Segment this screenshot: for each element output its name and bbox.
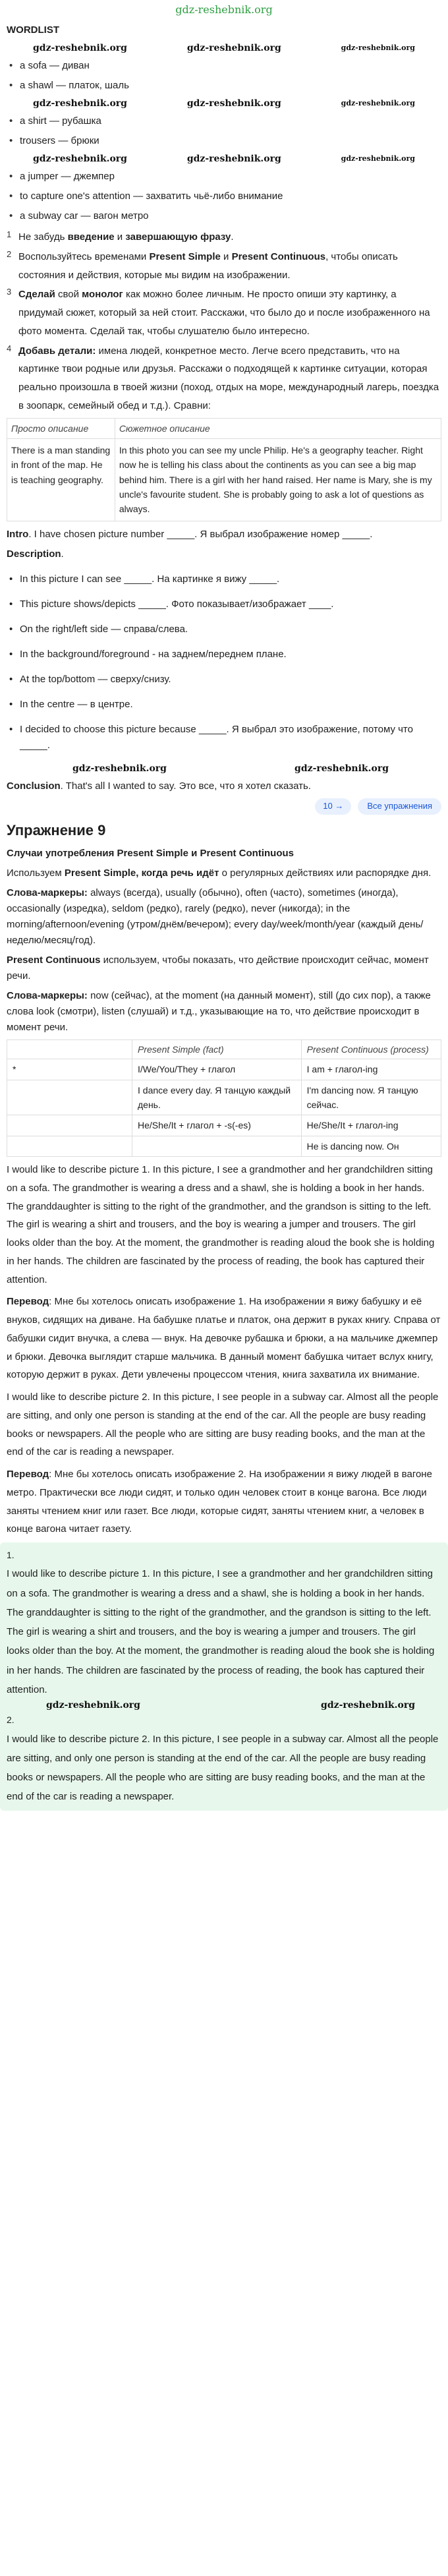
wordlist	[7, 58, 441, 94]
table-cell: I dance every day. Я танцую каждый день.	[132, 1080, 302, 1115]
present-simple-paragraph: Используем Present Simple, когда речь идёт о регулярных действиях или распорядке дня.	[7, 867, 432, 879]
list-item: • a jumper — джемпер	[7, 169, 441, 185]
table-cell	[7, 1136, 132, 1156]
wordlist	[7, 113, 441, 149]
table-cell: He is dancing now. Он	[301, 1136, 441, 1156]
watermark-row	[7, 1699, 441, 1711]
list-item: • In the centre — в центре.	[7, 697, 441, 713]
compare-table	[7, 418, 441, 521]
table-header: Present Continuous (process)	[301, 1039, 441, 1059]
watermark-row	[7, 763, 441, 775]
list-item: • In this picture I can see _____. На картинке я вижу _____.	[7, 571, 441, 587]
list-item: • a shirt — рубашка	[7, 113, 441, 129]
table-header	[7, 1039, 132, 1059]
text-1-english: I would like to describe picture 1. In this picture, I see a grandmother and her grandchildren sitting on a sofa. The grandmother is wearing a dress and a shawl, she is holding a book in her hands. The granddaughter is sitting to the right of the grandmother, and the grandson is sitting to the left. The girl is wearing a shirt and trousers, and the boy is wearing a jumper and trousers. The girl looks older than the boy. At the moment, the grandmother is reading aloud the book she is holding in her hands. The children are fascinated by the process of reading, the book has captured their attention.	[7, 1164, 435, 1285]
list-item: • This picture shows/depicts _____. Фото показывает/изображает ____.	[7, 597, 441, 612]
text-1-translation: Перевод: Мне бы хотелось описать изображение 1. На изображении я вижу бабушку и её внуков, сидящих на диване. На бабушке платье и платок, она держит в руках книгу. Справа от бабушки сидит внучка, а слева — внук. На девочке рубашка и брюки, а на мальчике джемпер и брюки. Девочка выглядит старше мальчика. В данный момент бабушка читает вслух книгу, которую держит в руках. Дети увлечены процессом чтения, книга захватила их внимание.	[7, 1296, 441, 1381]
task-item: 1 Не забудь введение и завершающую фразу.	[7, 229, 234, 243]
table-header: Просто описание	[7, 418, 115, 438]
task-number: 4	[7, 343, 12, 353]
watermark: gdz-reshebnik.org	[33, 42, 127, 53]
table-cell: *	[7, 1059, 132, 1080]
wordlist-title: WORDLIST	[7, 24, 59, 36]
intro-paragraph: Intro. I have chosen picture number _____. Я выбрал изображение номер _____.	[7, 528, 373, 540]
watermark: gdz-reshebnik.org	[33, 98, 127, 109]
watermark: gdz-reshebnik.org	[72, 763, 167, 774]
grammar-table	[7, 1039, 441, 1157]
table-cell: I am + глагол-ing	[301, 1059, 441, 1080]
watermark-row	[7, 42, 441, 54]
present-continuous-paragraph: Present Continuous используем, чтобы показать, что действие происходит сейчас, момент речи.	[7, 954, 429, 981]
description-list	[7, 571, 441, 753]
table-cell: I/We/You/They + глагол	[132, 1059, 302, 1080]
site-header	[7, 0, 441, 20]
watermark: gdz-reshebnik.org	[33, 153, 127, 164]
description-heading: Description.	[7, 548, 64, 560]
watermark: gdz-reshebnik.org	[186, 98, 281, 109]
exercise-nav	[7, 798, 441, 815]
table-cell: There is a man standing in front of the map. He is teaching geography.	[7, 438, 115, 521]
list-item: • At the top/bottom — сверху/снизу.	[7, 672, 441, 688]
watermark: gdz-reshebnik.org	[321, 1699, 415, 1711]
table-cell	[7, 1080, 132, 1115]
task-number: 2	[7, 249, 12, 259]
all-exercises-button[interactable]: Все упражнения	[358, 798, 441, 815]
wordlist	[7, 169, 441, 224]
answer-number: 2.	[7, 1714, 14, 1726]
list-item: • trousers — брюки	[7, 133, 441, 149]
table-cell: He/She/It + глагол + -s(-es)	[132, 1115, 302, 1136]
list-item: • a sofa — диван	[7, 58, 441, 74]
watermark: gdz-reshebnik.org	[341, 154, 415, 163]
text-2-translation: Перевод: Мне бы хотелось описать изображение 2. На изображении я вижу людей в вагоне метро. Практически все люди сидят, и только один человек стоит в конце вагона. Все люди заняты чтением книг или газет. Все люди, которые сидят, заняты чтением книг, а человек в конце вагона читает газету.	[7, 1469, 432, 1535]
task-number: 1	[7, 229, 12, 239]
list-item: • a subway car — вагон метро	[7, 208, 441, 224]
watermark-row	[7, 98, 441, 109]
table-cell: In this photo you can see my uncle Philip. He's a geography teacher. Right now he is telling his class about the continents as you can see a big map behind him. There is a girl with her hand raised. Her name is Mary, she is my uncle's favourite student. She is probably going to ask a lot of questions as always.	[115, 438, 441, 521]
list-item: • On the right/left side — справа/слева.	[7, 622, 441, 637]
watermark: gdz-reshebnik.org	[294, 763, 389, 774]
text-2-english: I would like to describe picture 2. In this picture, I see people in a subway car. Almost all the people are sitting, and only one person is standing at the end of the car. All the people are busy reading books or newspapers. All the people who are sitting are busy reading books, and the man at the end of the car is reading a newspaper.	[7, 1391, 439, 1458]
table-cell	[132, 1136, 302, 1156]
answer-box	[0, 1542, 448, 1810]
watermark: gdz-reshebnik.org	[186, 153, 281, 164]
watermark-row	[7, 153, 441, 165]
watermark: gdz-reshebnik.org	[46, 1699, 140, 1711]
list-item: • In the background/foreground - на заднем/переднем плане.	[7, 647, 441, 662]
markers-paragraph: Слова-маркеры: now (сейчас), at the moment (на данный момент), still (до сих пор), а также слова look (смотри), listen (слушай) и т.д., указывающие на то, что действие происходит в момент речи.	[7, 989, 431, 1033]
table-header: Present Simple (fact)	[132, 1039, 302, 1059]
answer-number: 1.	[7, 1550, 14, 1561]
answer-text: I would like to describe picture 1. In this picture, I see a grandmother and her grandchildren sitting on a sofa. The grandmother is wearing a dress and a shawl, she is holding a book in her hands. The granddaughter is sitting to the right of the grandmother, and the grandson is sitting to the left. The girl is wearing a shirt and trousers, and the boy is wearing a jumper and trousers. The girl looks older than the boy. At the moment, the grandmother is reading aloud the book she is holding in her hands. The children are fascinated by the process of reading, the book has captured their attention.	[7, 1568, 435, 1695]
watermark: gdz-reshebnik.org	[341, 99, 415, 108]
task-list	[7, 228, 441, 415]
conclusion-paragraph: Conclusion. That's all I wanted to say. Это все, что я хотел сказать.	[7, 780, 311, 792]
list-item: • I decided to choose this picture because _____. Я выбрал это изображение, потому что _____.	[7, 722, 441, 753]
markers-paragraph: Слова-маркеры: always (всегда), usually (обычно), often (часто), sometimes (иногда), occasionally (изредка), seldom (редко), rarely (редко), never (никогда); in the morning/afternoon/evening (утром/днём/вечером); every day/week/month/year (каждый день/неделю/месяц/год).	[7, 887, 424, 946]
list-item: • a shawl — платок, шаль	[7, 78, 441, 94]
table-cell: He/She/It + глагол-ing	[301, 1115, 441, 1136]
task-item: 2 Воспользуйтесь временами Present Simple и Present Continuous, чтобы описать состояния и действия, которые мы видим на изображении.	[7, 249, 398, 281]
table-cell	[7, 1115, 132, 1136]
exercise-title: Упражнение 9	[7, 821, 106, 838]
answer-text: I would like to describe picture 2. In this picture, I see people in a subway car. Almost all the people are sitting, and only one person is standing at the end of the car. All the people are busy reading books or newspapers. All the people who are sitting are busy reading books, and the man at the end of the car is reading a newspaper.	[7, 1733, 439, 1803]
table-header: Сюжетное описание	[115, 418, 441, 438]
list-item: • to capture one's attention — захватить чьё-либо внимание	[7, 189, 441, 204]
table-cell: I'm dancing now. Я танцую сейчас.	[301, 1080, 441, 1115]
task-item: 3 Сделай свой монолог как можно более личным. Не просто опиши эту картинку, а придумай сюжет, который за ней стоит. Расскажи, что было до и после изображенного на фото момента. Сделай так, чтобы слушателю было интересно.	[7, 287, 430, 337]
task-number: 3	[7, 287, 12, 297]
arrow-right-icon: →	[335, 800, 344, 811]
site-domain[interactable]: gdz-reshebnik.org	[175, 3, 273, 16]
task-item: 4 Добавь детали: имена людей, конкретное место. Легче всего представить, что на картинке твои родные или друзья. Расскажи о подходящей к картинке ситуации, которая реально произошла в твоей жизни (поход, отдых на море, международный лагерь, поездка в зоопарк, семейный обед и т.д.). Сравни:	[7, 343, 439, 411]
watermark: gdz-reshebnik.org	[341, 44, 415, 53]
watermark: gdz-reshebnik.org	[186, 42, 281, 53]
cases-heading: Случаи употребления Present Simple и Present Continuous	[7, 847, 294, 859]
next-exercise-button[interactable]: 10 →	[315, 798, 351, 815]
